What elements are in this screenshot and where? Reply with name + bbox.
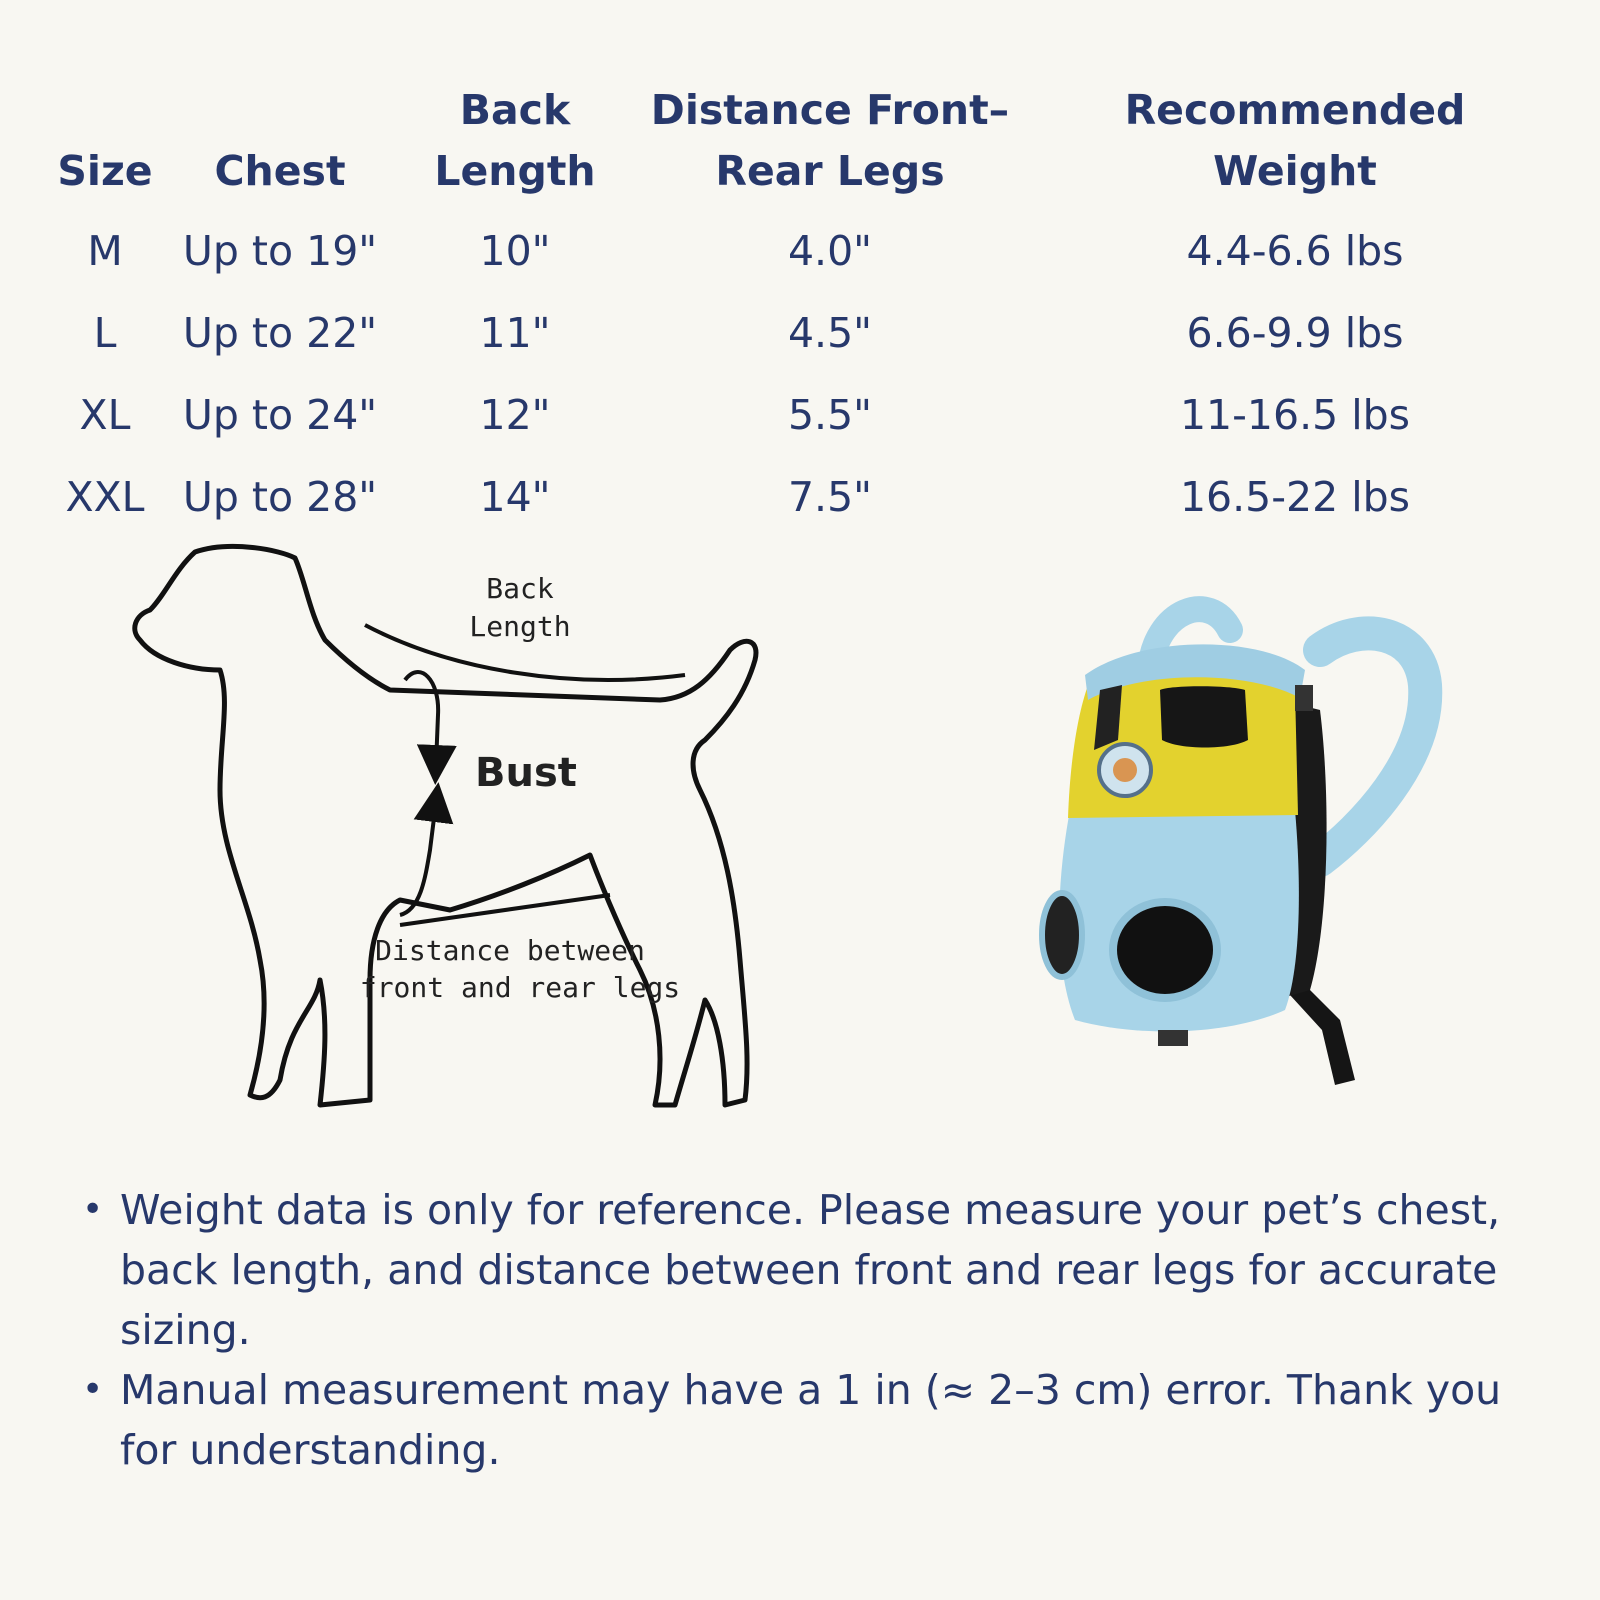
backpack-bottom-tab	[1158, 1030, 1188, 1046]
cell-distance: 4.5"	[787, 309, 873, 357]
back-length-label-line1: Back	[486, 572, 554, 605]
pet-carrier-backpack-image	[1030, 590, 1490, 1110]
table-header-row	[40, 80, 1570, 210]
cell-distance: 4.0"	[787, 227, 873, 275]
distance-label-line2: front and rear legs	[359, 971, 681, 1004]
cell-size: L	[93, 309, 117, 357]
bust-arrow-bottom	[400, 802, 436, 915]
header-back-length: Back Length	[434, 86, 596, 195]
cell-chest: Up to 19"	[182, 227, 378, 275]
cell-size: M	[87, 227, 123, 275]
cell-distance: 5.5"	[787, 391, 873, 439]
backpack-front-mesh-window	[1113, 902, 1217, 998]
backpack-black-strap	[1290, 980, 1355, 1085]
header-size: Size	[57, 147, 153, 195]
cell-weight: 6.6-9.9 lbs	[1186, 309, 1404, 357]
cell-back-length: 12"	[479, 391, 551, 439]
backpack-shoulder-strap	[1320, 633, 1425, 860]
note-item	[80, 1360, 1540, 1480]
table-row	[40, 210, 1570, 292]
cell-back-length: 11"	[479, 309, 551, 357]
backpack-illustration	[1030, 590, 1490, 1110]
dog-outline-illustration	[120, 540, 820, 1140]
cell-distance: 7.5"	[787, 473, 873, 521]
note-text: Manual measurement may have a 1 in (≈ 2–3 cm) error. Thank you for understanding.	[120, 1366, 1502, 1474]
cell-chest: Up to 24"	[182, 391, 378, 439]
cell-chest: Up to 28"	[182, 473, 378, 521]
sizing-notes-list	[80, 1180, 1540, 1480]
header-distance-legs: Distance Front– Rear Legs	[650, 86, 1010, 195]
bust-arrow-top	[405, 672, 438, 765]
cell-weight: 4.4-6.6 lbs	[1186, 227, 1404, 275]
bullet-icon: •	[82, 1369, 104, 1410]
header-recommended-weight: Recommended Weight	[1124, 86, 1466, 195]
table-row	[40, 374, 1570, 456]
backpack-buckle	[1295, 685, 1313, 711]
distance-label-line1: Distance between	[375, 934, 645, 967]
cell-weight: 11-16.5 lbs	[1179, 391, 1411, 439]
backpack-top-mesh-center	[1160, 686, 1248, 747]
cell-back-length: 10"	[479, 227, 551, 275]
cell-size: XXL	[65, 473, 145, 521]
backpack-side-leg-hole	[1042, 893, 1082, 977]
badge-dog-face-icon	[1113, 758, 1137, 782]
bullet-icon: •	[82, 1189, 104, 1230]
distance-legs-line	[400, 895, 610, 925]
table-row	[40, 456, 1570, 538]
back-length-label-line2: Length	[469, 610, 571, 643]
size-chart-table	[40, 80, 1570, 538]
table-row	[40, 292, 1570, 374]
dog-measurement-diagram	[120, 540, 820, 1140]
cell-back-length: 14"	[479, 473, 551, 521]
header-chest: Chest	[214, 147, 346, 195]
cell-size: XL	[79, 391, 131, 439]
cell-weight: 16.5-22 lbs	[1179, 473, 1411, 521]
dog-silhouette	[135, 546, 756, 1105]
bust-label: Bust	[475, 750, 577, 796]
note-text: Weight data is only for reference. Please measure your pet’s chest, back length, and distance between front and rear legs for accurate sizing.	[120, 1186, 1501, 1354]
cell-chest: Up to 22"	[182, 309, 378, 357]
note-item	[80, 1180, 1540, 1360]
